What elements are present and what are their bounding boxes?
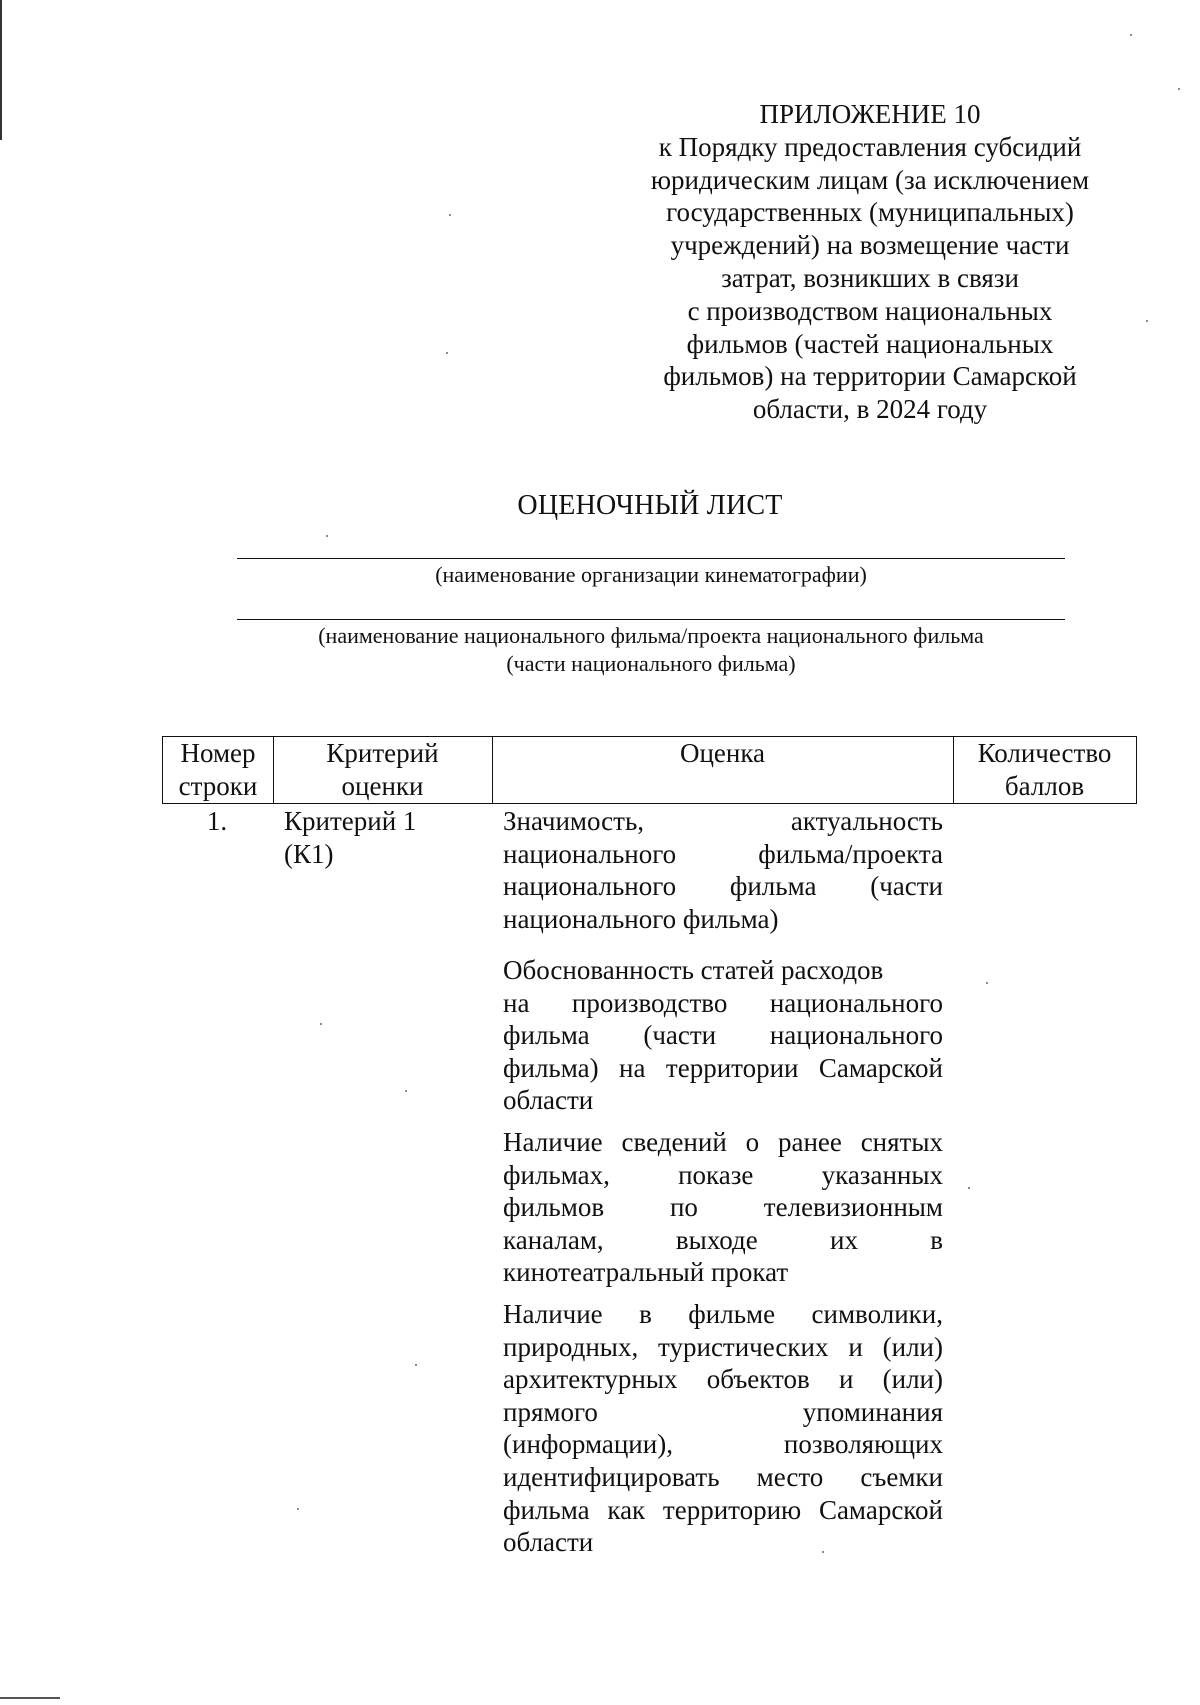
header-criterion-line: Критерий bbox=[326, 738, 439, 768]
header-number-line: строки bbox=[178, 771, 258, 801]
evaluation-line: (информации), позволяющих bbox=[503, 1429, 943, 1460]
header-number bbox=[163, 737, 273, 803]
evaluation-line: национального фильма) bbox=[503, 903, 779, 934]
evaluation-line: архитектурных объектов и (или) bbox=[503, 1364, 943, 1395]
scan-speck bbox=[320, 1023, 322, 1025]
appendix-line: фильмов) на территории Самарской bbox=[663, 361, 1077, 392]
evaluation-item bbox=[503, 1126, 943, 1289]
scan-speck bbox=[1146, 320, 1148, 322]
scan-speck bbox=[326, 535, 328, 537]
scan-speck bbox=[968, 1187, 970, 1189]
appendix-line: затрат, возникших в связи bbox=[721, 262, 1019, 293]
organization-caption-text: (наименование организации кинематографии) bbox=[435, 562, 867, 587]
evaluation-line: Значимость, актуальность bbox=[503, 806, 943, 836]
header-criterion bbox=[273, 737, 492, 803]
evaluation-line: области bbox=[503, 1527, 594, 1558]
evaluation-line: национального фильма (части bbox=[503, 871, 943, 902]
scan-speck bbox=[822, 1551, 824, 1553]
scan-speck bbox=[986, 982, 988, 984]
scan-speck bbox=[446, 352, 448, 354]
appendix-line: фильмов (частей национальных bbox=[686, 328, 1054, 359]
evaluation-line: кинотеатральный прокат bbox=[503, 1257, 789, 1288]
evaluation-item bbox=[503, 954, 943, 1117]
scan-speck bbox=[1178, 88, 1180, 90]
header-points-line: баллов bbox=[1004, 771, 1085, 801]
row-criterion-line: Критерий 1 bbox=[284, 806, 417, 836]
row-criterion bbox=[284, 805, 416, 871]
evaluation-item bbox=[503, 1298, 943, 1559]
evaluation-line: фильма как территорию Самарской bbox=[503, 1494, 943, 1525]
evaluation-line: Наличие сведений о ранее снятых bbox=[503, 1127, 943, 1157]
evaluation-line: фильма (части национального bbox=[503, 1020, 943, 1051]
header-evaluation-text: Оценка bbox=[679, 738, 766, 768]
evaluation-line: национального фильма/проекта bbox=[503, 838, 943, 869]
scan-foot-mark bbox=[0, 1697, 60, 1699]
film-caption-line: (части национального фильма) bbox=[506, 651, 796, 676]
header-points bbox=[953, 737, 1136, 803]
appendix-line: государственных (муниципальных) bbox=[666, 197, 1074, 228]
film-caption bbox=[237, 622, 1065, 678]
header-points-line: Количество bbox=[977, 738, 1112, 768]
appendix-header bbox=[640, 98, 1100, 426]
organization-caption bbox=[237, 561, 1065, 589]
scan-speck bbox=[449, 214, 451, 216]
film-caption-line: (наименование национального фильма/проекта национального фильма bbox=[318, 623, 984, 648]
scan-speck bbox=[415, 1364, 417, 1366]
evaluation-line: области bbox=[503, 1085, 594, 1116]
evaluation-line: Наличие в фильме символики, bbox=[503, 1299, 943, 1329]
evaluation-table-header bbox=[162, 736, 1137, 804]
evaluation-line: прямого упоминания bbox=[503, 1396, 943, 1427]
document-title: ОЦЕНОЧНЫЙ ЛИСТ bbox=[517, 490, 783, 521]
appendix-line: юридическим лицам (за исключением bbox=[650, 164, 1090, 195]
header-evaluation bbox=[492, 737, 953, 770]
appendix-line: ПРИЛОЖЕНИЕ 10 bbox=[759, 99, 981, 129]
appendix-line: к Порядку предоставления субсидий bbox=[658, 131, 1082, 162]
scan-speck bbox=[297, 1508, 299, 1510]
row-criterion-line: (К1) bbox=[284, 839, 334, 869]
film-name-line bbox=[237, 619, 1065, 620]
row-number: 1. bbox=[206, 806, 228, 836]
appendix-line: области, в 2024 году bbox=[752, 394, 988, 425]
evaluation-line: Обоснованность статей расходов bbox=[503, 955, 884, 985]
evaluation-line: на производство национального bbox=[503, 987, 943, 1018]
evaluation-line: природных, туристических и (или) bbox=[503, 1331, 943, 1362]
scan-speck bbox=[1130, 34, 1132, 36]
scan-edge-mark bbox=[0, 0, 2, 140]
appendix-line: с производством национальных bbox=[687, 295, 1053, 326]
evaluation-line: идентифицировать место съемки bbox=[503, 1461, 943, 1492]
header-number-line: Номер bbox=[180, 738, 256, 768]
evaluation-line: фильма) на территории Самарской bbox=[503, 1052, 943, 1083]
evaluation-item bbox=[503, 805, 943, 935]
appendix-line: учреждений) на возмещение части bbox=[670, 230, 1070, 261]
evaluation-line: фильмах, показе указанных bbox=[503, 1159, 943, 1190]
evaluation-line: каналам, выходе их в bbox=[503, 1224, 943, 1255]
organization-name-line bbox=[237, 558, 1065, 559]
evaluation-line: фильмов по телевизионным bbox=[503, 1192, 943, 1223]
header-criterion-line: оценки bbox=[341, 771, 424, 801]
scan-speck bbox=[405, 1090, 407, 1092]
